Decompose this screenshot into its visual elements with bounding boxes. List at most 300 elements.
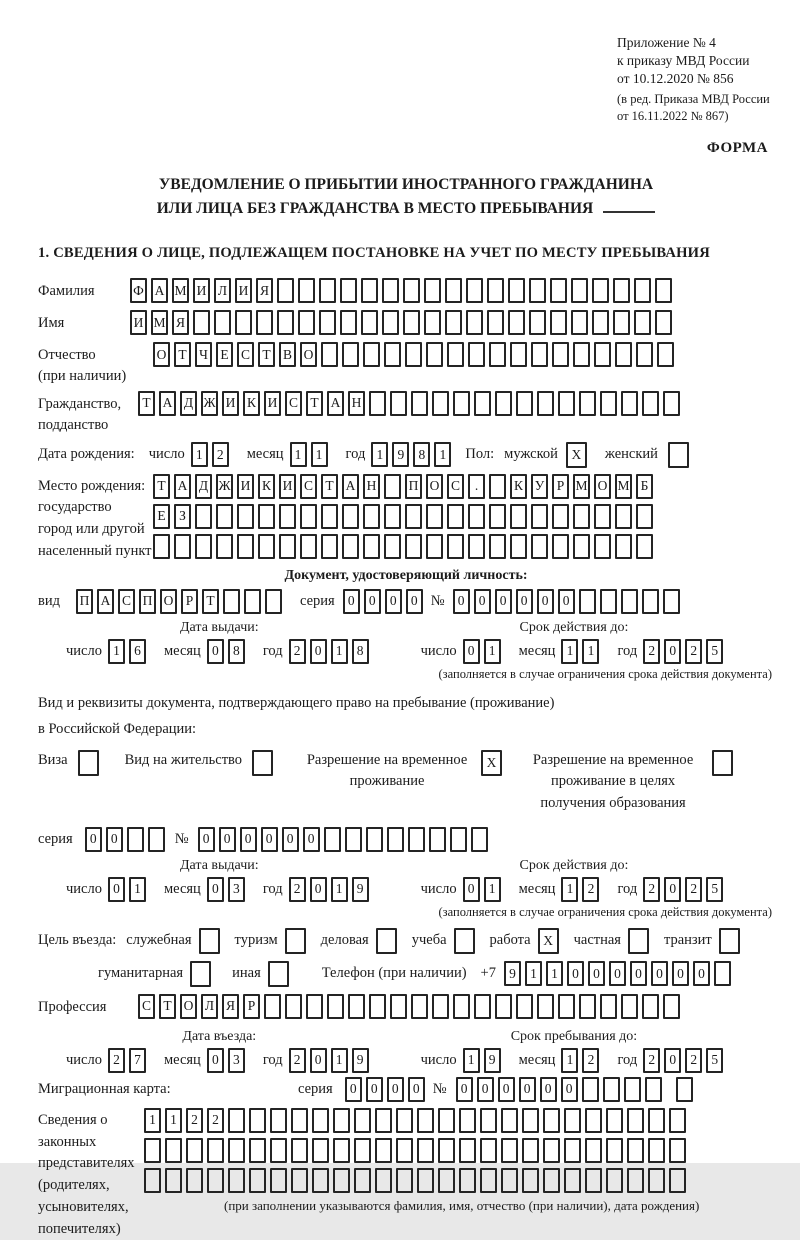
patronymic-cell: [636, 342, 653, 367]
entry-date: [66, 1029, 373, 1073]
citizenship-cell: И: [222, 391, 239, 416]
work-checkbox-cell: X: [538, 928, 559, 954]
year-label: год: [345, 446, 366, 463]
date-part-label: число: [66, 1051, 102, 1068]
profession-cell: [306, 994, 323, 1019]
date-cell: 1: [108, 639, 125, 664]
birth-place-cell: [552, 504, 569, 529]
profession-cell: [411, 994, 428, 1019]
birth-place-cell: И: [279, 474, 296, 499]
patronymic-cell: [447, 342, 464, 367]
representatives-cell: [480, 1168, 497, 1193]
birth-place-cell: П: [405, 474, 422, 499]
representatives-cell: [543, 1168, 560, 1193]
date-cell: 1: [463, 1048, 480, 1073]
education-residence-checkbox-cell: [712, 750, 733, 776]
revision-number-line: от 16.11.2022 № 867): [617, 108, 729, 123]
profession-cell: [621, 994, 638, 1019]
migration-number-cell: 0: [456, 1077, 473, 1102]
doc-number-cell: 0: [453, 589, 470, 614]
other-checkbox-cell: [268, 961, 289, 987]
birth-place-cell: [594, 534, 611, 559]
issue-date-heading: Дата выдачи:: [180, 619, 259, 635]
date-cell: 6: [129, 639, 146, 664]
phone-digit-cell: 0: [693, 961, 710, 986]
official-checkbox: [199, 928, 224, 954]
representatives-label: Сведения о законных представителях (родителях, усыновителях, попечителях): [38, 1111, 135, 1237]
patronymic-cell: С: [237, 342, 254, 367]
representatives-cell: [417, 1108, 434, 1133]
birth-place-cell: [510, 534, 527, 559]
birth-place-cell: О: [426, 474, 443, 499]
birth-place-cell: [174, 534, 191, 559]
patronymic-cells: [153, 342, 678, 367]
profession-cell: [579, 994, 596, 1019]
residence-valid-date: [421, 858, 728, 902]
purpose-humanitarian: гуманитарная: [98, 961, 215, 987]
residence-number-cell: 0: [240, 827, 257, 852]
citizenship-cell: [663, 391, 680, 416]
date-part-cells: [561, 877, 603, 902]
representatives-cell: [228, 1138, 245, 1163]
phone-digit-cell: 0: [588, 961, 605, 986]
birth-place-cell: [636, 504, 653, 529]
patronymic-cell: Ч: [195, 342, 212, 367]
profession-cells: [138, 994, 684, 1019]
citizenship-cell: К: [243, 391, 260, 416]
representatives-cell: [459, 1108, 476, 1133]
date-part-cells: [643, 877, 727, 902]
work-checkbox: [538, 928, 563, 954]
surname-cell: И: [235, 278, 252, 303]
birth-place-cell: [300, 534, 317, 559]
date-cell: 8: [352, 639, 369, 664]
migration-number-cells: [456, 1077, 697, 1102]
entry-date-row: [66, 1048, 373, 1073]
date-cell: 1: [582, 639, 599, 664]
residence-issue-date: [66, 858, 373, 902]
patronymic-cell: Т: [258, 342, 275, 367]
citizenship-cell: [600, 391, 617, 416]
representatives-cell: [459, 1138, 476, 1163]
surname-cell: А: [151, 278, 168, 303]
surname-cell: [319, 278, 336, 303]
date-part-cells: [643, 639, 727, 664]
birth-place-cell: [573, 504, 590, 529]
birth-year-cell: 9: [392, 442, 409, 467]
doc-kind-cell: Т: [202, 589, 219, 614]
name-cell: [277, 310, 294, 335]
residence-number-cells: [198, 827, 492, 852]
migration-series-label: серия: [298, 1080, 333, 1097]
residence-number-cell: [324, 827, 341, 852]
birth-place-cell: [216, 504, 233, 529]
residence-number-cell: [450, 827, 467, 852]
transit-checkbox: [719, 928, 744, 954]
surname-cell: [592, 278, 609, 303]
doc-number-cell: [642, 589, 659, 614]
birth-place-cell: Н: [363, 474, 380, 499]
name-label: Имя: [38, 315, 65, 332]
citizenship-cell: [579, 391, 596, 416]
doc-kind-cell: [265, 589, 282, 614]
name-cell: [550, 310, 567, 335]
birth-place-cell: [363, 534, 380, 559]
patronymic-cell: [573, 342, 590, 367]
date-cell: 2: [108, 1048, 125, 1073]
date-part-label: число: [420, 1051, 457, 1068]
profession-cell: [264, 994, 281, 1019]
migration-series-cell: 0: [366, 1077, 383, 1102]
phone-digit-cell: 9: [504, 961, 521, 986]
birth-place-cell: А: [342, 474, 359, 499]
surname-cell: [529, 278, 546, 303]
representatives-cell: [522, 1108, 539, 1133]
education-residence-checkbox: [712, 750, 737, 776]
representatives-cell: [375, 1138, 392, 1163]
patronymic-cell: [531, 342, 548, 367]
citizenship-cell: С: [285, 391, 302, 416]
representatives-cell: [627, 1138, 644, 1163]
profession-cell: [327, 994, 344, 1019]
profession-cell: [537, 994, 554, 1019]
birth-place-cell: [468, 504, 485, 529]
residence-series-label: серия: [38, 830, 73, 847]
date-part-cells: [561, 1048, 603, 1073]
representatives-cell: 1: [144, 1108, 161, 1133]
birth-year-cell: 8: [413, 442, 430, 467]
doc-kind-cell: А: [97, 589, 114, 614]
birth-place-cell: [237, 504, 254, 529]
date-cell: 9: [484, 1048, 501, 1073]
representatives-cell: [438, 1138, 455, 1163]
patronymic-cell: [342, 342, 359, 367]
citizenship-cell: [390, 391, 407, 416]
birth-place-cell: [510, 504, 527, 529]
surname-cell: [466, 278, 483, 303]
surname-cell: М: [172, 278, 189, 303]
representatives-cell: [228, 1168, 245, 1193]
doc-number-cell: 0: [558, 589, 575, 614]
residence-number-label: №: [174, 830, 189, 847]
residence-number-cell: 0: [261, 827, 278, 852]
profession-cell: С: [138, 994, 155, 1019]
patronymic-row: [38, 342, 774, 387]
date-cell: 0: [310, 1048, 327, 1073]
visa-checkbox: [78, 750, 103, 776]
date-cell: 2: [643, 1048, 660, 1073]
citizenship-cell: Т: [306, 391, 323, 416]
citizenship-cell: [537, 391, 554, 416]
purpose-business: деловая: [321, 928, 401, 954]
representatives-row3: [144, 1168, 699, 1193]
forma-label: ФОРМА: [706, 140, 768, 157]
name-cell: И: [130, 310, 147, 335]
purpose-label: Цель въезда:: [38, 932, 117, 949]
patronymic-cell: О: [153, 342, 170, 367]
name-cell: [256, 310, 273, 335]
doc-series-cell: 0: [364, 589, 381, 614]
birth-month-cell: 1: [290, 442, 307, 467]
name-cell: [235, 310, 252, 335]
date-part-cells: [207, 1048, 249, 1073]
birth-place-cell: [636, 534, 653, 559]
date-cell: 3: [228, 877, 245, 902]
date-part-cells: [207, 877, 249, 902]
profession-cell: Л: [201, 994, 218, 1019]
residence-doc-series-row: [38, 827, 774, 852]
female-label: женский: [604, 446, 658, 463]
migration-card-row: [38, 1077, 774, 1102]
birth-place-cell: С: [447, 474, 464, 499]
profession-cell: [663, 994, 680, 1019]
date-cell: 0: [207, 1048, 224, 1073]
representatives-cell: [459, 1168, 476, 1193]
representatives-cell: [312, 1168, 329, 1193]
representatives-cell: [375, 1108, 392, 1133]
birth-place-cell: К: [258, 474, 275, 499]
date-cell: 8: [228, 639, 245, 664]
residence-series-cell: 0: [106, 827, 123, 852]
doc-kind-label: вид: [38, 592, 60, 609]
birth-place-cells: [153, 474, 657, 564]
date-part-label: число: [66, 880, 102, 897]
profession-cell: Р: [243, 994, 260, 1019]
option-residence-permit: Вид на жительство: [125, 750, 277, 776]
citizenship-row: [38, 391, 774, 436]
date-cell: 1: [331, 1048, 348, 1073]
representatives-cell: [312, 1138, 329, 1163]
surname-cell: Ф: [130, 278, 147, 303]
doc-kind-cell: [244, 589, 261, 614]
migration-card-label: Миграционная карта:: [38, 1080, 171, 1097]
birth-place-cell: М: [615, 474, 632, 499]
doc-number-cell: 0: [516, 589, 533, 614]
document-title: [38, 173, 774, 221]
doc-series-cell: 0: [385, 589, 402, 614]
representatives-cell: [144, 1168, 161, 1193]
representatives-cell: [333, 1168, 350, 1193]
profession-cell: [285, 994, 302, 1019]
date-cell: 2: [643, 639, 660, 664]
birth-place-cell: Т: [321, 474, 338, 499]
business-checkbox-cell: [376, 928, 397, 954]
birth-year-cell: 1: [371, 442, 388, 467]
title-line2-text: ИЛИ ЛИЦА БЕЗ ГРАЖДАНСТВА В МЕСТО ПРЕБЫВАНИЯ: [156, 200, 594, 218]
representatives-cell: [480, 1138, 497, 1163]
official-checkbox-cell: [199, 928, 220, 954]
birth-place-cell: К: [510, 474, 527, 499]
doc-kind-cell: П: [76, 589, 93, 614]
representatives-cell: [186, 1168, 203, 1193]
date-cell: 9: [352, 877, 369, 902]
birth-place-cell: [384, 534, 401, 559]
profession-cell: [348, 994, 365, 1019]
representatives-row1: [144, 1108, 699, 1133]
patronymic-cell: [384, 342, 401, 367]
purpose-row-1: [38, 928, 774, 954]
name-cell: [214, 310, 231, 335]
representatives-cell: [291, 1138, 308, 1163]
date-part-label: месяц: [163, 642, 201, 659]
visa-checkbox-cell: [78, 750, 99, 776]
date-cell: 2: [685, 1048, 702, 1073]
residence-issue-row: [66, 877, 373, 902]
residence-issue-heading: Дата выдачи:: [180, 857, 259, 873]
representatives-cell: [249, 1108, 266, 1133]
date-cell: 0: [207, 639, 224, 664]
identity-validity-note: (заполняется в случае ограничения срока действия документа): [438, 666, 772, 681]
residence-number-cell: 0: [303, 827, 320, 852]
residence-valid-row: [421, 877, 728, 902]
doc-reference-block: [617, 34, 774, 124]
doc-kind-cell: [223, 589, 240, 614]
surname-cell: [550, 278, 567, 303]
phone-digit-cell: 1: [525, 961, 542, 986]
citizenship-cell: [558, 391, 575, 416]
date-part-label: число: [420, 642, 457, 659]
representatives-cell: [375, 1168, 392, 1193]
birth-place-cell: [447, 534, 464, 559]
patronymic-cell: [657, 342, 674, 367]
date-cell: 0: [310, 639, 327, 664]
citizenship-cell: Т: [138, 391, 155, 416]
representatives-cell: [291, 1108, 308, 1133]
representatives-cell: [207, 1138, 224, 1163]
surname-cell: [361, 278, 378, 303]
date-cell: 0: [664, 877, 681, 902]
representatives-block: [38, 1108, 774, 1240]
patronymic-label-note: (при наличии): [38, 368, 127, 385]
birth-place-cell: Д: [195, 474, 212, 499]
doc-kind-cell: Р: [181, 589, 198, 614]
doc-kind-cells: [76, 589, 286, 614]
representatives-cell: [207, 1168, 224, 1193]
profession-cell: [369, 994, 386, 1019]
residence-intro-line1: Вид и реквизиты документа, подтверждающего право на пребывание (проживание): [38, 694, 555, 711]
date-cell: 0: [108, 877, 125, 902]
representatives-cell: [417, 1168, 434, 1193]
birth-place-cell: [384, 474, 401, 499]
birth-place-cell: Р: [552, 474, 569, 499]
migration-number-cell: 0: [540, 1077, 557, 1102]
representatives-cell: [648, 1138, 665, 1163]
citizenship-cell: И: [264, 391, 281, 416]
name-row: [38, 310, 774, 339]
date-part-label: месяц: [518, 642, 556, 659]
surname-cell: Я: [256, 278, 273, 303]
date-cell: 2: [643, 877, 660, 902]
date-cell: 0: [310, 877, 327, 902]
birth-place-cell: М: [573, 474, 590, 499]
birth-place-cell: [489, 504, 506, 529]
birth-place-cell: [426, 504, 443, 529]
phone-digit-cell: [714, 961, 731, 986]
private-checkbox-cell: [628, 928, 649, 954]
name-cell: [382, 310, 399, 335]
birth-place-cell: [279, 504, 296, 529]
birth-place-cell: Т: [153, 474, 170, 499]
surname-cell: [277, 278, 294, 303]
representatives-cell: [648, 1168, 665, 1193]
date-cell: 2: [685, 639, 702, 664]
name-cell: [529, 310, 546, 335]
title-blank-line: [603, 211, 655, 213]
migration-number-cell: 0: [561, 1077, 578, 1102]
citizenship-cells: [138, 391, 684, 416]
residence-doc-dates: [38, 858, 774, 902]
profession-cell: Т: [159, 994, 176, 1019]
representatives-cell: [564, 1108, 581, 1133]
other-checkbox: [268, 961, 293, 987]
date-part-cells: [289, 877, 373, 902]
birth-date-label: Дата рождения:: [38, 446, 135, 463]
doc-number-cell: [663, 589, 680, 614]
residence-number-cell: [429, 827, 446, 852]
birth-month-cell: 1: [311, 442, 328, 467]
date-part-cells: [463, 639, 505, 664]
representatives-cell: [627, 1108, 644, 1133]
tourism-checkbox: [285, 928, 310, 954]
humanitarian-checkbox-cell: [190, 961, 211, 987]
option-visa: Виза: [38, 750, 103, 776]
birth-place-cell: [468, 534, 485, 559]
study-checkbox-cell: [454, 928, 475, 954]
date-cell: 3: [228, 1048, 245, 1073]
entry-date-heading: Дата въезда:: [182, 1028, 257, 1044]
representatives-cell: [354, 1108, 371, 1133]
month-label: месяц: [246, 446, 284, 463]
name-cell: [193, 310, 210, 335]
option-temporary-residence: Разрешение на временное проживание X: [303, 750, 506, 794]
birth-place-cell: [342, 534, 359, 559]
doc-series-cell: 0: [406, 589, 423, 614]
purpose-tourism: туризм: [235, 928, 310, 954]
purpose-official: служебная: [126, 928, 223, 954]
birth-place-cell: [321, 504, 338, 529]
birth-place-cell: [237, 534, 254, 559]
profession-cell: [474, 994, 491, 1019]
representatives-cell: [501, 1108, 518, 1133]
citizenship-cell: [474, 391, 491, 416]
date-part-label: год: [262, 880, 283, 897]
date-part-cells: [289, 639, 373, 664]
date-cell: 1: [129, 877, 146, 902]
name-cell: [508, 310, 525, 335]
doc-series-cell: 0: [343, 589, 360, 614]
residence-permit-checkbox: [252, 750, 277, 776]
date-cell: 1: [561, 1048, 578, 1073]
profession-cell: [453, 994, 470, 1019]
doc-number-cell: [621, 589, 638, 614]
residence-intro-line2: в Российской Федерации:: [38, 720, 197, 737]
date-cell: 7: [129, 1048, 146, 1073]
birth-place-cell: [489, 534, 506, 559]
birth-day-cell: 2: [212, 442, 229, 467]
residence-valid-heading: Срок действия до:: [519, 857, 629, 873]
birth-place-cell: [447, 504, 464, 529]
residence-number-cell: [408, 827, 425, 852]
representatives-cell: [228, 1108, 245, 1133]
stay-until-row: [421, 1048, 728, 1073]
name-cell: [571, 310, 588, 335]
patronymic-cell: [489, 342, 506, 367]
residence-series-cells: [85, 827, 169, 852]
residence-series-cell: [127, 827, 144, 852]
business-checkbox: [376, 928, 401, 954]
humanitarian-checkbox: [190, 961, 215, 987]
patronymic-cell: [615, 342, 632, 367]
